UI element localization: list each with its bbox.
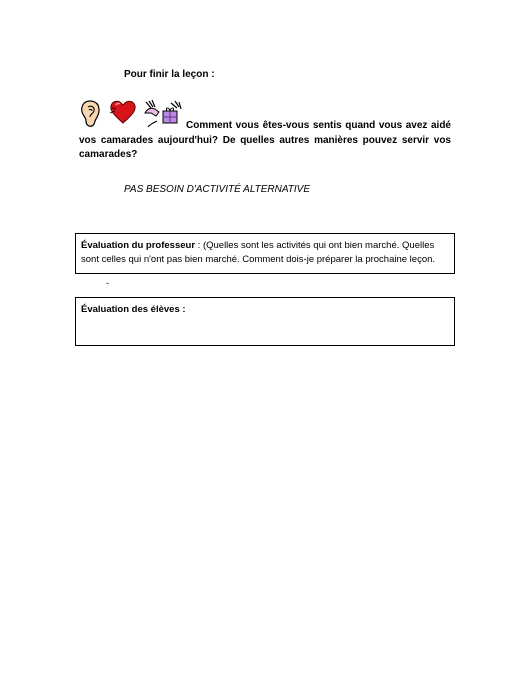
teacher-evaluation-label: Évaluation du professeur bbox=[81, 240, 196, 251]
alternative-activity-note: PAS BESOIN D'ACTIVITÉ ALTERNATIVE bbox=[124, 184, 311, 195]
student-evaluation-box bbox=[75, 297, 455, 346]
teacher-evaluation-box bbox=[75, 233, 455, 274]
separator-dash: - bbox=[106, 278, 109, 288]
reflection-question: Comment vous êtes-vous sentis quand vous avez aidé vos camarades aujourd'hui? De quelles autres manières pouvez servir vos camarades? bbox=[79, 120, 451, 160]
section-heading: Pour finir la leçon : bbox=[124, 69, 215, 80]
teacher-evaluation-text: : (Quelles sont les activités qui ont bien marché. Quelles sont celles qui n'ont pas bien marché. Comment dois-je préparer la prochaine leçon. bbox=[81, 240, 436, 265]
student-evaluation-label: Évaluation des élèves : bbox=[81, 304, 186, 315]
